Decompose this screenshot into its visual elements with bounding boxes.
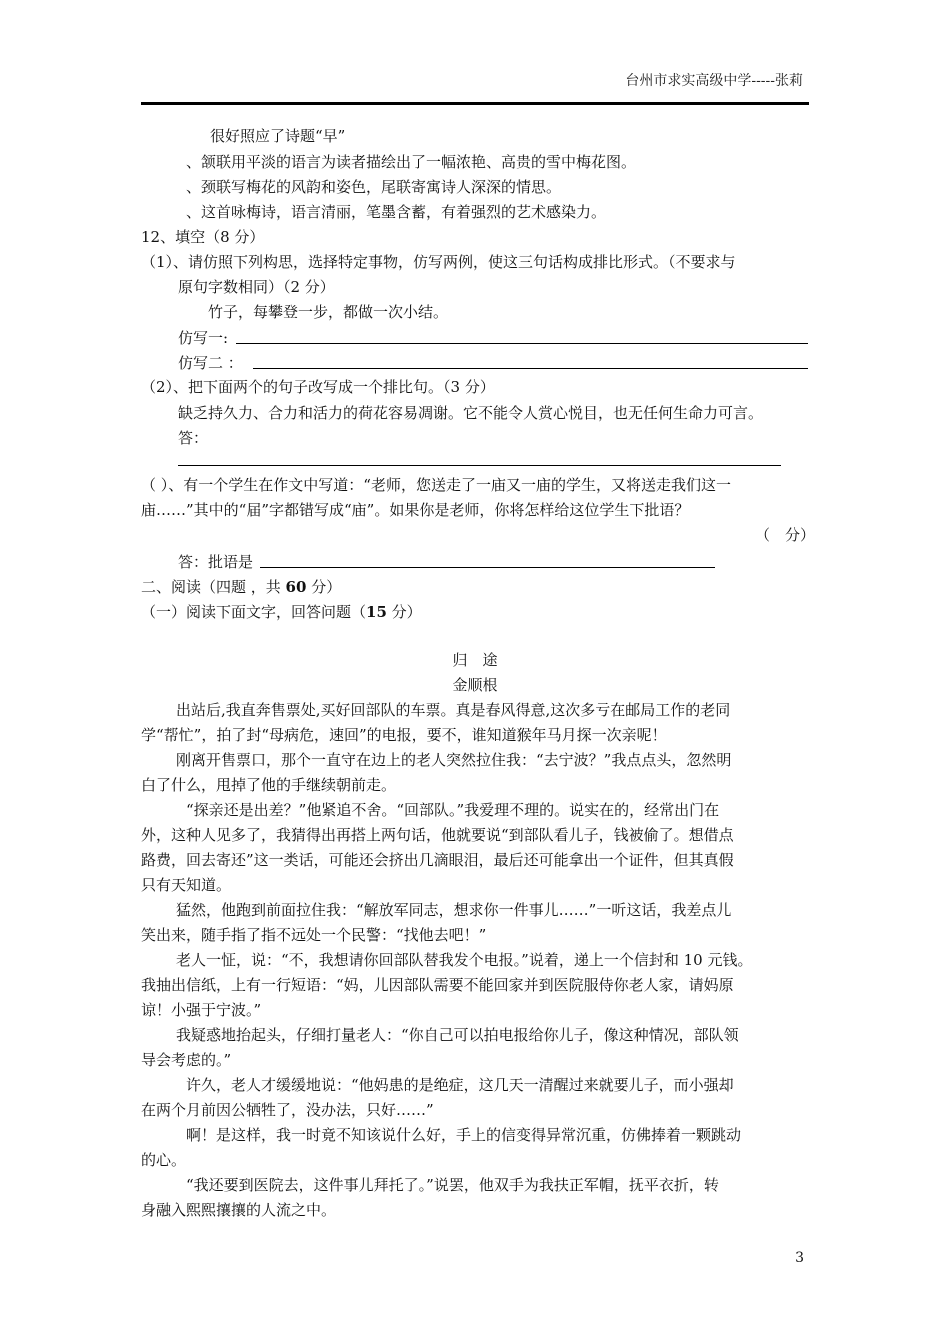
story-line: 学“帮忙”，拍了封“母病危，速回”的电报，要不，谁知道猴年马月探一次亲呢！ [141,726,667,744]
story-line: 我抽出信纸，上有一行短语：“妈，儿因部队需要不能回家并到医院服侍你老人家，请妈原 [141,976,734,994]
option-a-tail: 很好照应了诗题“早” [210,127,346,145]
q12-example: 竹子，每攀登一步，都做一次小结。 [208,303,449,321]
story-line: 外，这种人见多了，我猜得出再搭上两句话，他就要说“到部队看儿子，钱被偷了。想借点 [141,826,734,844]
story-line: “探亲还是出差？”他紧追不舍。“回部队。”我爱理不理的。说实在的，经常出门在 [186,801,720,819]
q12-part1-line2: 原句字数相同）（2 分） [178,278,335,296]
story-line: 谅！小强于宁波。” [141,1001,262,1019]
story-line: 猛然，他跑到前面拉住我：“解放军同志，想求你一件事儿……”一听这话，我差点儿 [176,901,732,919]
story-line: 笑出来，随手指了指不远处一个民警：“找他去吧！” [141,926,487,944]
q12-part1-line1: （1）、请仿照下列构思，选择特定事物，仿写两例，使这三句话构成排比形式。（不要求与 [141,253,736,271]
q12-part3-answer-label: 答：批语是 [178,553,254,571]
section2-title: 二、阅读（四题 ，共 60 分） [141,578,342,596]
q12-part2: （2）、把下面两个的句子改写成一个排比句。（3 分） [141,378,495,396]
story-line: 只有天知道。 [141,876,232,894]
story-line: 老人一怔，说：“不，我想请你回部队替我发个电报。”说着，递上一个信封和 10 元钱。 [176,951,753,969]
story-line: 身融入熙熙攘攘的人流之中。 [141,1201,337,1219]
q12-part3-answer-line[interactable] [260,567,715,568]
story-line: “我还要到医院去，这件事儿拜托了。”说罢，他双手为我扶正军帽，抚平衣折，转 [186,1176,719,1194]
header-rule [141,102,809,105]
page-header: 台州市求实高级中学-----张莉 [625,73,803,89]
story-line: 路费，回去寄还”这一类话，可能还会挤出几滴眼泪，最后还可能拿出一个证件，但其真假 [141,851,734,869]
q12-part3-score: （ 分） [755,526,816,544]
story-line: 在两个月前因公牺牲了，没办法，只好……” [141,1101,434,1119]
story-line: 导会考虑的。” [141,1051,232,1069]
q12-part3-line2: 庙……”其中的“届”字都错写成“庙”。如果你是老师，你将怎样给这位学生下批语？ [141,501,690,519]
option-d: 、这首咏梅诗，语言清丽，笔墨含蓄，有着强烈的艺术感染力。 [186,203,607,221]
option-b: 、颔联用平淡的语言为读者描绘出了一幅浓艳、高贵的雪中梅花图。 [186,153,637,171]
q12-part2-sentence: 缺乏持久力、合力和活力的荷花容易凋谢。它不能令人赏心悦目，也无任何生命力可言。 [178,404,764,422]
fangxie-1-answer-line[interactable] [236,343,808,344]
q12-part2-answer-line[interactable] [178,465,781,466]
story-line: 的心。 [141,1151,187,1169]
fangxie-1-label: 仿写一: [178,329,229,347]
story-title: 归 途 [452,651,498,669]
page-number: 3 [795,1250,804,1266]
q12-title: 12、填空（8 分） [141,228,265,246]
story-line: 出站后,我直奔售票处,买好回部队的车票。真是春风得意,这次多亏在邮局工作的老同 [176,701,731,719]
q12-part3-line1: （ ）、有一个学生在作文中写道：“老师，您送走了一庙又一庙的学生，又将送走我们这一 [141,476,731,494]
story-line: 许久，老人才缓缓地说：“他妈患的是绝症，这几天一清醒过来就要儿子，而小强却 [186,1076,734,1094]
story-line: 啊！是这样，我一时竟不知该说什么好，手上的信变得异常沉重，仿佛捧着一颗跳动 [186,1126,742,1144]
story-line: 白了什么，甩掉了他的手继续朝前走。 [141,776,397,794]
option-c: 、颈联写梅花的风韵和姿色，尾联寄寓诗人深深的情思。 [186,178,562,196]
fangxie-2-label: 仿写二 ： [178,354,243,372]
story-author: 金顺根 [452,676,498,694]
story-line: 刚离开售票口，那个一直守在边上的老人突然拉住我：“去宁波？”我点点头，忽然明 [176,751,732,769]
fangxie-2-answer-line[interactable] [253,368,808,369]
section2-subtitle: （一）阅读下面文字，回答问题（15 分） [141,603,422,621]
q12-part2-answer-label: 答： [178,429,209,447]
story-line: 我疑惑地抬起头，仔细打量老人：“你自己可以拍电报给你儿子，像这种情况，部队领 [176,1026,739,1044]
